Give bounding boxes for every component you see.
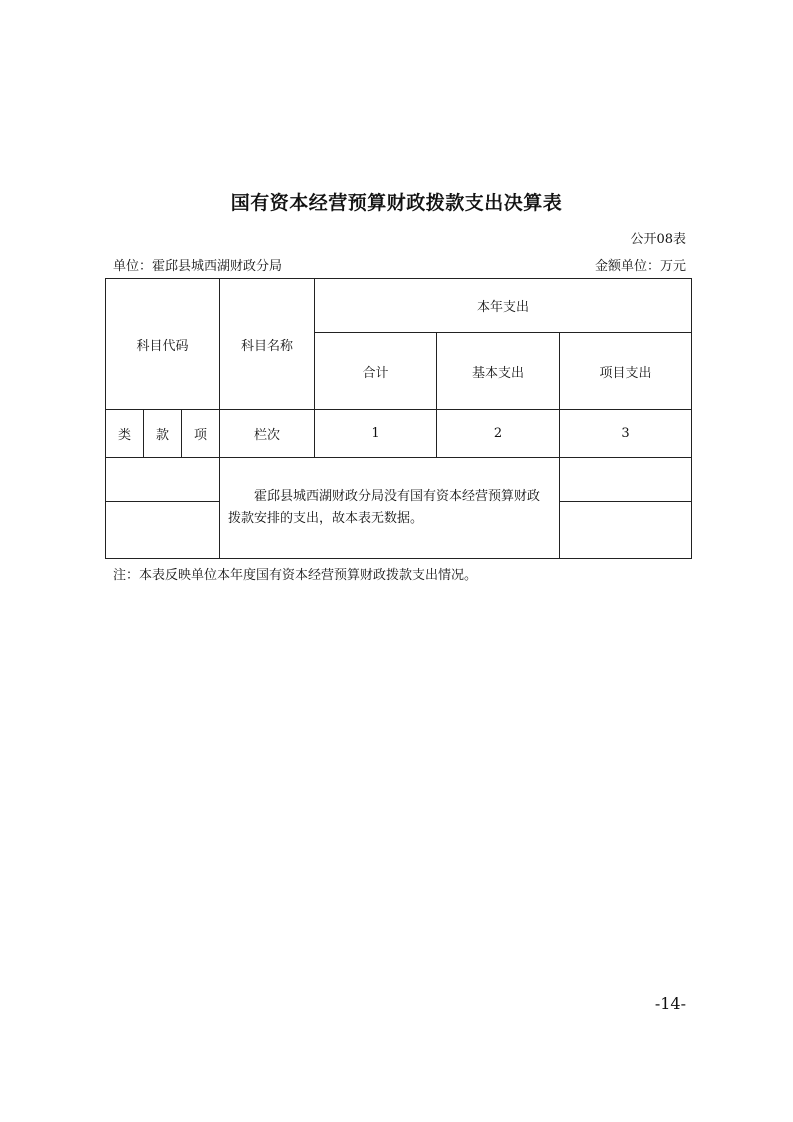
currency-label: 金额单位：万元 <box>594 259 686 274</box>
page-number: -14- <box>654 994 686 1013</box>
expense-table <box>105 278 692 559</box>
table-note: 注：本表反映单位本年度国有资本经营预算财政拨款支出情况。 <box>113 568 478 583</box>
no-data-message: 霍邱县城西湖财政分局没有国有资本经营预算财政拨款安排的支出，故本表无数据。 <box>220 458 560 559</box>
col2-cell: 2 <box>437 410 560 458</box>
column-label-cell: 栏次 <box>220 410 315 458</box>
index-row <box>106 410 692 458</box>
data-row-1 <box>106 458 692 502</box>
empty-code-cell <box>106 502 220 559</box>
current-year-expense-header: 本年支出 <box>315 279 692 333</box>
col3-cell: 3 <box>560 410 692 458</box>
form-number: 公开08表 <box>630 232 686 247</box>
total-header: 合计 <box>315 333 437 410</box>
item-cell: 项 <box>182 410 220 458</box>
subject-name-header: 科目名称 <box>220 279 315 410</box>
empty-project-cell <box>560 502 692 559</box>
project-expense-header: 项目支出 <box>560 333 692 410</box>
header-row-1 <box>106 279 692 333</box>
col1-cell: 1 <box>315 410 437 458</box>
unit-label: 单位：霍邱县城西湖财政分局 <box>113 259 283 274</box>
basic-expense-header: 基本支出 <box>437 333 560 410</box>
document-title: 国有资本经营预算财政拨款支出决算表 <box>230 192 563 214</box>
empty-code-cell <box>106 458 220 502</box>
subject-code-header: 科目代码 <box>106 279 220 410</box>
class-cell: 类 <box>106 410 144 458</box>
empty-project-cell <box>560 458 692 502</box>
section-cell: 款 <box>144 410 182 458</box>
